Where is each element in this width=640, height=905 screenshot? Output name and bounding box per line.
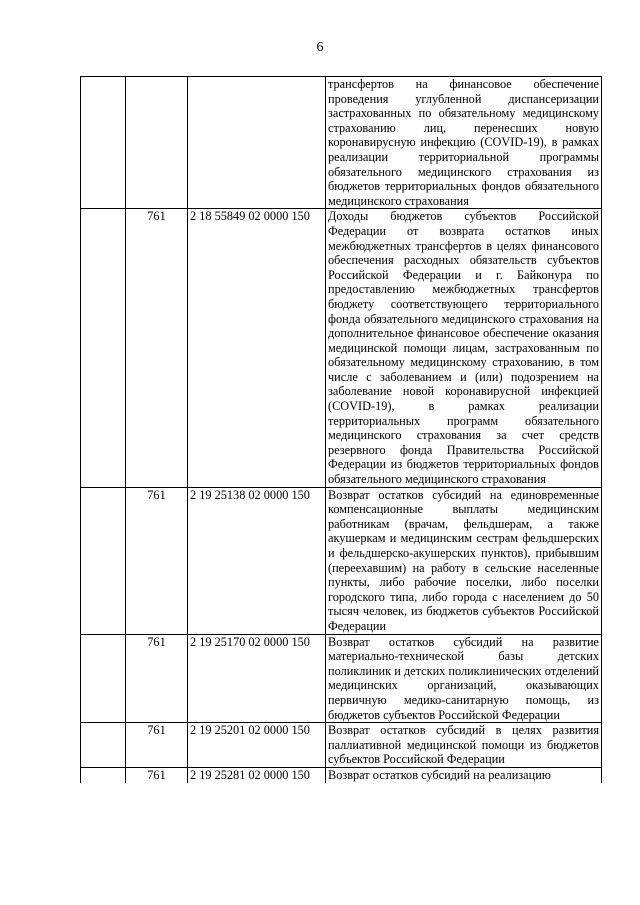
budget-code-cell: 2 19 25281 02 0000 150 (188, 767, 326, 782)
description-cell: Возврат остатков субсидий на единовременные компенсационные выплаты медицинским работникам (врачам, фельдшерам, а также акушеркам и медицинским сестрам фельдшерских и фельдшерско-акушерских пунктов), прибывшим (переехавшим) на работу в сельские населенные пункты, либо рабочие поселки, либо поселки городского типа, либо города с населением до 50 тысяч человек, из бюджетов субъектов Российской Федерации (326, 487, 602, 634)
empty-cell (81, 634, 126, 723)
empty-cell (81, 723, 126, 768)
admin-code-cell: 761 (126, 487, 188, 634)
budget-classification-table (80, 76, 602, 783)
empty-cell (81, 767, 126, 782)
table-row (81, 767, 602, 782)
table-row (81, 634, 602, 723)
empty-cell (81, 209, 126, 487)
admin-code-cell: 761 (126, 634, 188, 723)
table-row (81, 487, 602, 634)
admin-code-cell: 761 (126, 209, 188, 487)
empty-cell (81, 77, 126, 209)
budget-code-cell: 2 19 25201 02 0000 150 (188, 723, 326, 768)
table-row (81, 723, 602, 768)
budget-code-cell (188, 77, 326, 209)
page-number: 6 (316, 40, 324, 55)
description-cell: трансфертов на финансовое обеспечение проведения углубленной диспансеризации застрахованных по обязательному медицинскому страхованию лиц, перенесших новую коронавирусную инфекцию (COVID-19), в рамках реализации территориальной программы обязательного медицинского страхования из бюджетов территориальных фондов обязательного медицинского страхования (326, 77, 602, 209)
admin-code-cell: 761 (126, 723, 188, 768)
table-row (81, 209, 602, 487)
description-cell: Доходы бюджетов субъектов Российской Федерации от возврата остатков иных межбюджетных трансфертов в целях финансового обеспечения расходных обязательств субъектов Российской Федерации и г. Байконура по предоставлению межбюджетных трансфертов бюджету соответствующего территориального фонда обязательного медицинского страхования на дополнительное финансовое обеспечение оказания медицинской помощи лицам, застрахованным по обязательному медицинскому страхованию, в том числе с заболеванием и (или) подозрением на заболевание новой коронавирусной инфекцией (COVID-19), в рамках реализации территориальных программ обязательного медицинского страхования за счет средств резервного фонда Правительства Российской Федерации из бюджетов территориальных фондов обязательного медицинского страхования (326, 209, 602, 487)
description-cell (326, 767, 602, 782)
budget-code-cell: 2 19 25138 02 0000 150 (188, 487, 326, 634)
table-row (81, 77, 602, 209)
description-cell: Возврат остатков субсидий на развитие материально-технической базы детских поликлиник и детских поликлинических отделений медицинских организаций, оказывающих первичную медико-санитарную помощь, из бюджетов субъектов Российской Федерации (326, 634, 602, 723)
description-cell: Возврат остатков субсидий в целях развития паллиативной медицинской помощи из бюджетов субъектов Российской Федерации (326, 723, 602, 768)
budget-code-cell: 2 18 55849 02 0000 150 (188, 209, 326, 487)
admin-code-cell (126, 77, 188, 209)
description-text: Возврат остатков субсидий на реализацию (328, 767, 551, 782)
budget-code-cell: 2 19 25170 02 0000 150 (188, 634, 326, 723)
admin-code-cell: 761 (126, 767, 188, 782)
empty-cell (81, 487, 126, 634)
